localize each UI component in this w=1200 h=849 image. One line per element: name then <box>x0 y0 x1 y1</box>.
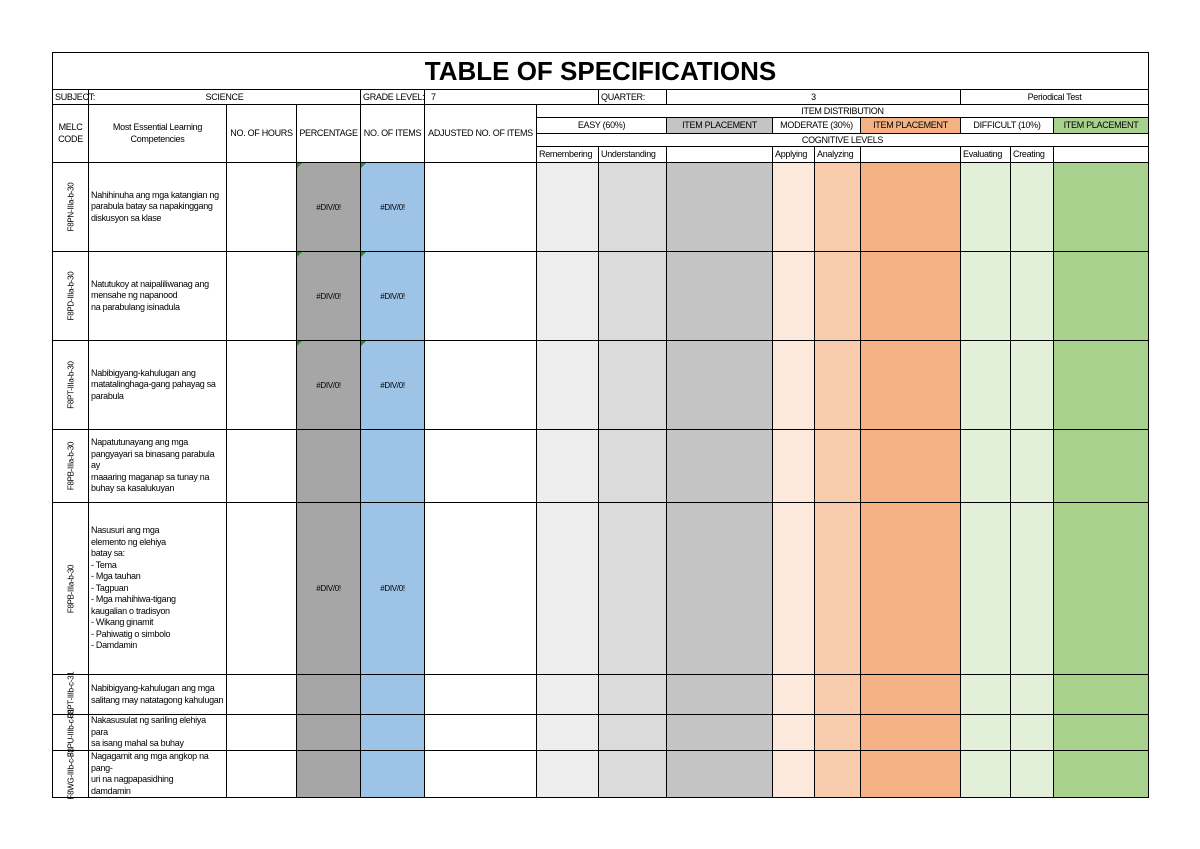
creating-cell[interactable] <box>1011 341 1054 430</box>
analyzing-cell[interactable] <box>815 751 861 798</box>
adjusted-items-cell[interactable] <box>425 715 537 751</box>
melc-code-cell[interactable]: F8PD-IIIa-b-30 <box>53 252 89 341</box>
remembering-cell[interactable] <box>537 430 599 503</box>
evaluating-cell[interactable] <box>961 503 1011 675</box>
items-cell[interactable] <box>361 715 425 751</box>
melc-code-cell[interactable]: F8PU-IIIb-c-31 <box>53 715 89 751</box>
melc-code-cell[interactable]: F8PB-IIIa-b-30 <box>53 503 89 675</box>
melc-code-cell[interactable]: F8PB-IIIa-b-30 <box>53 430 89 503</box>
hours-cell[interactable] <box>227 503 297 675</box>
applying-cell[interactable] <box>773 715 815 751</box>
understanding-cell[interactable] <box>599 715 667 751</box>
difficult-placement-cell[interactable] <box>1054 751 1149 798</box>
adjusted-items-cell[interactable] <box>425 675 537 715</box>
moderate-placement-cell[interactable] <box>861 163 961 252</box>
table-row <box>53 675 1149 715</box>
hours-cell[interactable] <box>227 675 297 715</box>
analyzing-cell[interactable] <box>815 430 861 503</box>
percentage-cell[interactable] <box>297 675 361 715</box>
easy-placement-cell[interactable] <box>667 751 773 798</box>
easy-item-placement-header: ITEM PLACEMENT <box>667 118 773 134</box>
items-cell[interactable]: #DIV/0! <box>361 341 425 430</box>
hours-header: NO. OF HOURS <box>227 105 297 163</box>
item-distribution-header: ITEM DISTRIBUTION <box>537 105 1149 118</box>
evaluating-cell[interactable] <box>961 252 1011 341</box>
analyzing-cell[interactable] <box>815 715 861 751</box>
moderate-placement-cell[interactable] <box>861 252 961 341</box>
grade-level-label: GRADE LEVEL: <box>361 90 425 105</box>
grade-level-value[interactable]: 7 <box>425 90 599 105</box>
applying-cell[interactable] <box>773 503 815 675</box>
percentage-cell[interactable]: #DIV/0! <box>297 163 361 252</box>
percentage-cell[interactable] <box>297 751 361 798</box>
quarter-label: QUARTER: <box>599 90 667 105</box>
remembering-cell[interactable] <box>537 163 599 252</box>
difficult-header: DIFFICULT (10%) <box>961 118 1054 134</box>
creating-cell[interactable] <box>1011 751 1054 798</box>
moderate-placement-cell[interactable] <box>861 675 961 715</box>
competency-cell[interactable]: Nabibigyang-kahulugan ang mga salitang may natatagong kahulugan <box>89 675 227 715</box>
competency-cell[interactable]: Napatutunayang ang mga pangyayari sa binasang parabula ay maaaring maganap sa tunay na buhay sa kasalukuyan <box>89 430 227 503</box>
items-cell[interactable]: #DIV/0! <box>361 252 425 341</box>
table-row <box>53 341 1149 430</box>
table-row <box>53 751 1149 798</box>
understanding-cell[interactable] <box>599 675 667 715</box>
understanding-cell[interactable] <box>599 252 667 341</box>
creating-cell[interactable] <box>1011 715 1054 751</box>
evaluating-cell[interactable] <box>961 715 1011 751</box>
applying-cell[interactable] <box>773 751 815 798</box>
hours-cell[interactable] <box>227 341 297 430</box>
spreadsheet-sheet <box>52 52 1148 800</box>
adjusted-items-cell[interactable] <box>425 341 537 430</box>
subject-value[interactable]: SCIENCE <box>89 90 361 105</box>
remembering-cell[interactable] <box>537 675 599 715</box>
analyzing-header: Analyzing <box>815 147 861 163</box>
creating-cell[interactable] <box>1011 430 1054 503</box>
understanding-header: Understanding <box>599 147 667 163</box>
page-title: TABLE OF SPECIFICATIONS <box>53 53 1149 90</box>
difficult-placement-cell[interactable] <box>1054 163 1149 252</box>
easy-placement-cell[interactable] <box>667 503 773 675</box>
melc-code-cell[interactable]: F8PT-IIIa-b-30 <box>53 341 89 430</box>
easy-placement-cell[interactable] <box>667 715 773 751</box>
difficult-placement-cell[interactable] <box>1054 430 1149 503</box>
difficult-placement-cell[interactable] <box>1054 715 1149 751</box>
table-row <box>53 430 1149 503</box>
items-cell[interactable] <box>361 751 425 798</box>
competency-cell[interactable]: Natutukoy at naipaliliwanag ang mensahe ng napanood na parabulang isinadula <box>89 252 227 341</box>
hours-cell[interactable] <box>227 715 297 751</box>
competency-cell[interactable]: Nagagamit ang mga angkop na pang- uri na nagpapasidhing damdamin <box>89 751 227 798</box>
analyzing-cell[interactable] <box>815 503 861 675</box>
adjusted-items-header: ADJUSTED NO. OF ITEMS <box>425 105 537 163</box>
evaluating-cell[interactable] <box>961 751 1011 798</box>
difficult-placement-cell[interactable] <box>1054 503 1149 675</box>
applying-cell[interactable] <box>773 675 815 715</box>
analyzing-cell[interactable] <box>815 341 861 430</box>
understanding-cell[interactable] <box>599 751 667 798</box>
table-row <box>53 252 1149 341</box>
easy-placement-cell[interactable] <box>667 252 773 341</box>
easy-placement-cell[interactable] <box>667 430 773 503</box>
applying-cell[interactable] <box>773 163 815 252</box>
moderate-placement-cell[interactable] <box>861 751 961 798</box>
understanding-cell[interactable] <box>599 430 667 503</box>
moderate-item-placement-header: ITEM PLACEMENT <box>861 118 961 134</box>
creating-header: Creating <box>1011 147 1054 163</box>
easy-placement-cell[interactable] <box>667 341 773 430</box>
test-type[interactable]: Periodical Test <box>961 90 1149 105</box>
creating-cell[interactable] <box>1011 675 1054 715</box>
competencies-header: Most Essential Learning Competencies <box>89 105 227 163</box>
adjusted-items-cell[interactable] <box>425 163 537 252</box>
easy-placement-cell[interactable] <box>667 163 773 252</box>
analyzing-cell[interactable] <box>815 163 861 252</box>
competency-cell[interactable]: Nasusuri ang mga elemento ng elehiya batay sa: - Tema - Mga tauhan - Tagpuan - Mga mahihiwa-tigang kaugalian o tradisyon - Wikang ginamit - Pahiwatig o simbolo - Damdamin <box>89 503 227 675</box>
percentage-cell[interactable] <box>297 430 361 503</box>
remembering-cell[interactable] <box>537 503 599 675</box>
understanding-cell[interactable] <box>599 163 667 252</box>
evaluating-cell[interactable] <box>961 341 1011 430</box>
applying-cell[interactable] <box>773 341 815 430</box>
adjusted-items-cell[interactable] <box>425 430 537 503</box>
hours-cell[interactable] <box>227 163 297 252</box>
applying-cell[interactable] <box>773 430 815 503</box>
melc-code-cell[interactable]: F8WG-IIIb-c-31 <box>53 751 89 798</box>
items-cell[interactable] <box>361 675 425 715</box>
subject-label: SUBJECT: <box>53 90 89 105</box>
remembering-cell[interactable] <box>537 751 599 798</box>
easy-header: EASY (60%) <box>537 118 667 134</box>
percentage-cell[interactable] <box>297 715 361 751</box>
moderate-placement-cell[interactable] <box>861 503 961 675</box>
adjusted-items-cell[interactable] <box>425 252 537 341</box>
specifications-table <box>52 52 1149 798</box>
moderate-placement-cell[interactable] <box>861 430 961 503</box>
items-cell[interactable]: #DIV/0! <box>361 503 425 675</box>
creating-cell[interactable] <box>1011 252 1054 341</box>
moderate-placement-cell[interactable] <box>861 341 961 430</box>
moderate-placement-cell[interactable] <box>861 715 961 751</box>
applying-cell[interactable] <box>773 252 815 341</box>
hours-cell[interactable] <box>227 252 297 341</box>
creating-cell[interactable] <box>1011 503 1054 675</box>
table-row <box>53 163 1149 252</box>
evaluating-cell[interactable] <box>961 163 1011 252</box>
items-cell[interactable]: #DIV/0! <box>361 163 425 252</box>
creating-cell[interactable] <box>1011 163 1054 252</box>
understanding-cell[interactable] <box>599 503 667 675</box>
competency-cell[interactable]: Nahihinuha ang mga katangian ng parabula batay sa napakinggang diskusyon sa klase <box>89 163 227 252</box>
melc-code-cell[interactable]: F8PN-IIIa-b-30 <box>53 163 89 252</box>
items-cell[interactable] <box>361 430 425 503</box>
remembering-header: Remembering <box>537 147 599 163</box>
difficult-placement-cell[interactable] <box>1054 252 1149 341</box>
understanding-cell[interactable] <box>599 341 667 430</box>
difficult-item-placement-header: ITEM PLACEMENT <box>1054 118 1149 134</box>
moderate-header: MODERATE (30%) <box>773 118 861 134</box>
adjusted-items-cell[interactable] <box>425 751 537 798</box>
hours-cell[interactable] <box>227 430 297 503</box>
percentage-cell[interactable]: #DIV/0! <box>297 341 361 430</box>
melc-code-cell[interactable]: F8PT-IIIb-c-31 <box>53 675 89 715</box>
evaluating-header: Evaluating <box>961 147 1011 163</box>
analyzing-cell[interactable] <box>815 252 861 341</box>
adjusted-items-cell[interactable] <box>425 503 537 675</box>
items-header: NO. OF ITEMS <box>361 105 425 163</box>
remembering-cell[interactable] <box>537 341 599 430</box>
percentage-header: PERCENTAGE <box>297 105 361 163</box>
competency-cell[interactable]: Nabibigyang-kahulugan ang matatalinghaga-gang pahayag sa parabula <box>89 341 227 430</box>
easy-placement-subheader <box>667 147 773 163</box>
quarter-value[interactable]: 3 <box>667 90 961 105</box>
applying-header: Applying <box>773 147 815 163</box>
difficult-placement-cell[interactable] <box>1054 675 1149 715</box>
table-row <box>53 503 1149 675</box>
evaluating-cell[interactable] <box>961 675 1011 715</box>
analyzing-cell[interactable] <box>815 675 861 715</box>
cognitive-levels-header: COGNITIVE LEVELS <box>537 134 1149 147</box>
moderate-placement-subheader <box>861 147 961 163</box>
remembering-cell[interactable] <box>537 252 599 341</box>
percentage-cell[interactable]: #DIV/0! <box>297 252 361 341</box>
evaluating-cell[interactable] <box>961 430 1011 503</box>
remembering-cell[interactable] <box>537 715 599 751</box>
melc-code-header: MELC CODE <box>53 105 89 163</box>
difficult-placement-subheader <box>1054 147 1149 163</box>
percentage-cell[interactable]: #DIV/0! <box>297 503 361 675</box>
hours-cell[interactable] <box>227 751 297 798</box>
table-row <box>53 715 1149 751</box>
competency-cell[interactable]: Nakasusulat ng sariling elehiya para sa isang mahal sa buhay <box>89 715 227 751</box>
difficult-placement-cell[interactable] <box>1054 341 1149 430</box>
easy-placement-cell[interactable] <box>667 675 773 715</box>
